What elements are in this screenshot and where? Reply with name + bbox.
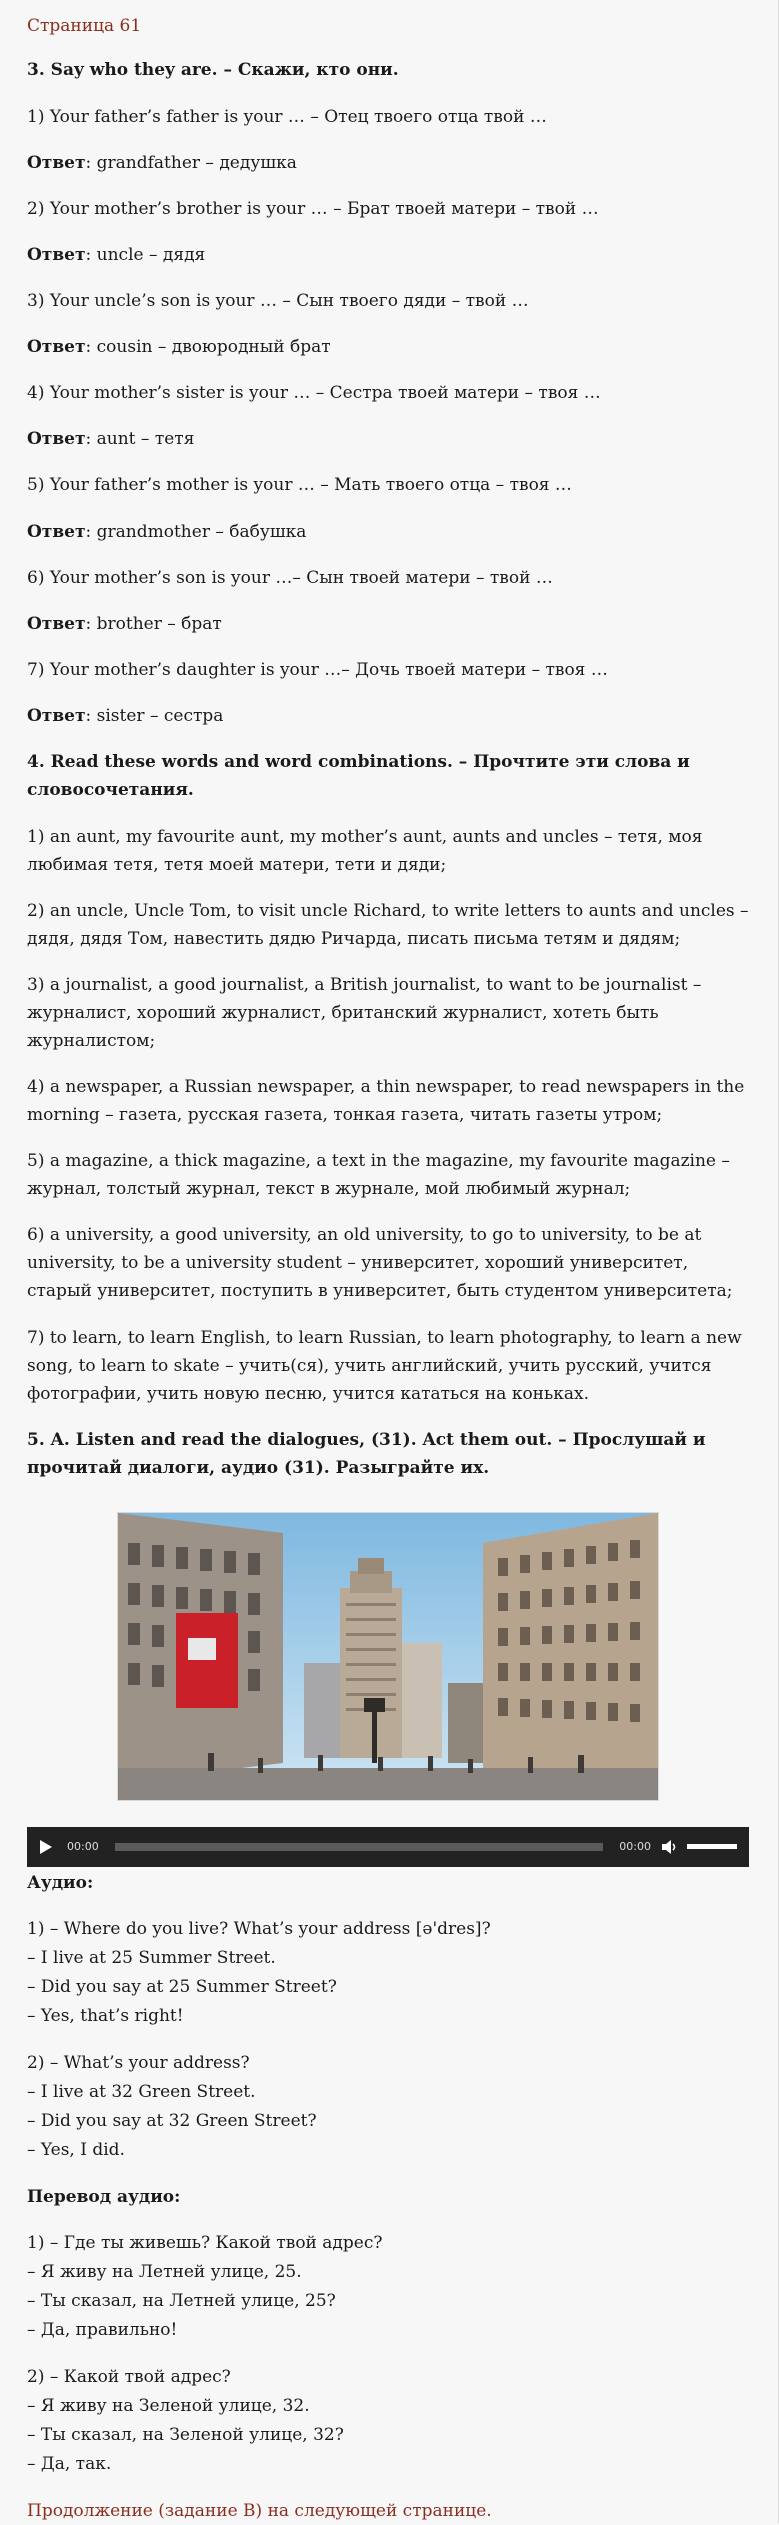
word-combination-item: 4) a newspaper, a Russian newspaper, a thin newspaper, to read newspapers in the morning – газета, русская газета, тонкая газета, читать газеты утром; [27,1077,745,1126]
answer-label: Ответ [27,521,86,542]
task3-answer [27,333,749,361]
task4-items [27,823,749,1408]
duration: 00:00 [619,1839,651,1853]
dialog-line: – Yes, I did. [27,2139,125,2160]
answer-text: : cousin – двоюродный брат [85,337,331,358]
volume-slider[interactable] [687,1844,737,1849]
translation-heading: Перевод аудио: [27,2186,181,2207]
word-combination-item: 2) an uncle, Uncle Tom, to visit uncle Richard, to write letters to aunts and uncles – дядя, дядя Том, навестить дядю Ричарда, писать письма тетям и дядям; [27,900,749,949]
dialog-line: – Ты сказал, на Летней улице, 25? [27,2290,336,2311]
answer-label: Ответ [27,429,86,450]
task3-question: 7) Your mother’s daughter is your …– Дочь твоей матери – твоя … [27,659,608,680]
task3-question: 3) Your uncle’s son is your … – Сын твоего дяди – твой … [27,291,529,312]
word-combination-item: 1) an aunt, my favourite aunt, my mother’s aunt, aunts and uncles – тетя, моя любимая тетя, тетя моей матери, тети и дяди; [27,826,703,875]
answer-text: : aunt – тетя [85,429,195,450]
play-icon[interactable] [39,1839,53,1855]
dialog-line: 2) – What’s your address? [27,2052,250,2073]
task3-answer [27,425,749,453]
answer-text: : brother – брат [85,613,222,634]
task3-answer [27,149,749,177]
word-combination-item: 5) a magazine, a thick magazine, a text in the magazine, my favourite magazine – журнал, толстый журнал, текст в журнале, мой любимый журнал; [27,1151,730,1200]
translation-dialog [27,2229,749,2345]
volume-icon[interactable] [661,1839,679,1855]
answer-label: Ответ [27,705,86,726]
answer-text: : grandmother – бабушка [85,521,307,542]
answer-label: Ответ [27,153,86,174]
word-combination-item: 3) a journalist, a good journalist, a British journalist, to want to be journalist – журналист, хороший журналист, британский журналист, хотеть быть журналистом; [27,975,702,1052]
task3-items [27,103,749,730]
task3-answer [27,241,749,269]
dialog-line: – Да, правильно! [27,2319,178,2340]
dialog-line: – Did you say at 25 Summer Street? [27,1976,337,1997]
answer-label: Ответ [27,337,86,358]
dialog-line: – I live at 25 Summer Street. [27,1947,276,1968]
current-time: 00:00 [67,1839,99,1853]
dialog-line: – Да, так. [27,2453,112,2474]
task3-answer [27,702,749,730]
task3-title: 3. Say who they are. – Скажи, кто они. [27,60,399,81]
task3-question: 4) Your mother’s sister is your … – Сестра твоей матери – твоя … [27,383,601,404]
word-combination-item: 6) a university, a good university, an old university, to go to university, to be at university, to be a university student – университет, хороший университет, старый университет, поступить в университет, быть студентом университета; [27,1225,733,1302]
word-combination-item: 7) to learn, to learn English, to learn Russian, to learn photography, to learn a new song, to learn to skate – учить(ся), учить английский, учить русский, учится фотографии, учить новую песню, учится кататься на коньках. [27,1327,742,1404]
answer-text: : sister – сестра [85,705,224,726]
dialog-line: – Я живу на Зеленой улице, 32. [27,2395,310,2416]
answer-label: Ответ [27,613,86,634]
next-page-link[interactable]: Продолжение (задание B) на следующей странице. [27,2500,492,2521]
task3-answer [27,610,749,638]
answer-label: Ответ [27,245,86,266]
task3-question: 2) Your mother’s brother is your … – Брат твоей матери – твой … [27,199,599,220]
audio-dialog [27,1915,749,2031]
dialog-line: – Yes, that’s right! [27,2005,184,2026]
audio-player[interactable] [27,1827,749,1867]
answer-text: : uncle – дядя [85,245,206,266]
task3-answer [27,518,749,546]
street-photo [117,1512,659,1801]
seek-bar[interactable] [115,1843,604,1851]
dialog-line: 1) – Где ты живешь? Какой твой адрес? [27,2232,383,2253]
answer-text: : grandfather – дедушка [85,153,297,174]
task3-question: 6) Your mother’s son is your …– Сын твоей матери – твой … [27,567,553,588]
task3-question: 5) Your father’s mother is your … – Мать твоего отца – твоя … [27,475,572,496]
dialog-line: 2) – Какой твой адрес? [27,2366,231,2387]
task3-question: 1) Your father’s father is your … – Отец твоего отца твой … [27,107,547,128]
task5-title: 5. A. Listen and read the dialogues, (31). Act them out. – Прослушай и прочитай диалоги, аудио (31). Разыграйте их. [27,1429,706,1478]
translation-dialog [27,2363,749,2479]
task4-title: 4. Read these words and word combinations. – Прочтите эти слова и словосочетания. [27,751,690,800]
dialog-line: – Did you say at 32 Green Street? [27,2110,317,2131]
audio-heading: Аудио: [27,1872,94,1893]
article-content [27,12,749,2525]
dialog-line: – Я живу на Летней улице, 25. [27,2261,302,2282]
audio-dialog [27,2049,749,2165]
previous-page-link[interactable]: Страница 61 [27,16,142,36]
dialog-line: – I live at 32 Green Street. [27,2081,256,2102]
dialog-line: 1) – Where do you live? What’s your address [ə'dres]? [27,1918,491,1939]
dialog-line: – Ты сказал, на Зеленой улице, 32? [27,2424,344,2445]
